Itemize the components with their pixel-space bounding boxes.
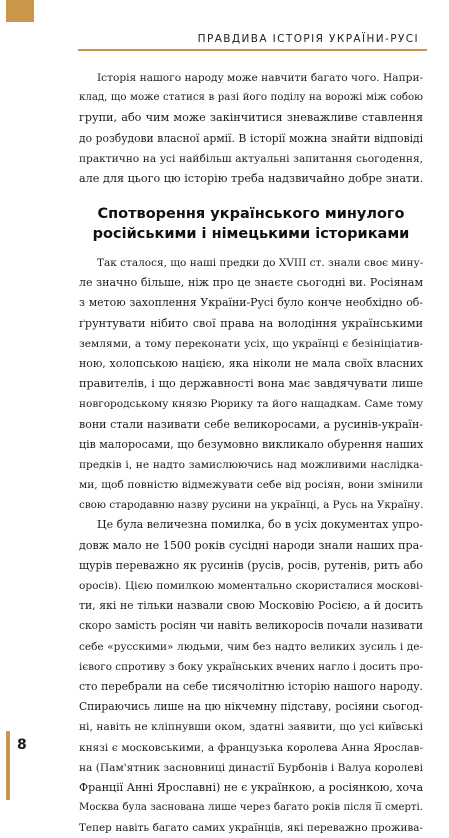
text-line: сто перебрали на себе тисячолітню історію нашого народу. [79, 679, 423, 693]
text-line: щурів переважно як русинів (русів, росів, рутенів, рить або [79, 558, 423, 572]
text-line: скоро замість росіян чи навіть великоросів почали називати [79, 619, 423, 633]
text-line: довж мало не 1500 років сусідні народи знали наших пра- [79, 538, 423, 552]
text-line: предків і, не надто замислюючись над можливими наслідка- [79, 458, 423, 471]
text-line: ми, щоб повністю відмежувати себе від росіян, вони змінили [79, 479, 423, 492]
corner-decoration [6, 0, 34, 22]
text-line: з метою захоплення України-Русі було конче необхідно об- [79, 296, 423, 310]
text-line: себе «русскими» людьми, чим без надто великих зусиль і де- [79, 640, 423, 653]
page-number-bar [6, 731, 10, 800]
text-line: на (Пам'ятник засновниці династії Бурбонів і Валуа королеві [79, 761, 423, 774]
text-line: але для цього цю історію треба надзвичайно добре знати. [79, 171, 423, 185]
text-line: правителів, і що державності вона має завдячувати лише [79, 377, 423, 391]
page-number: 8 [17, 737, 27, 753]
text-line: ти, які не тільки назвали свою Московію Росією, а й досить [79, 599, 423, 613]
text-line: землями, а тому переконати усіх, що українці є безініціатив- [79, 337, 423, 350]
text-line: вони стали називати себе великоросами, а русинів-україн- [79, 417, 423, 431]
text-line: практично на усі найбільш актуальні запитання сьогодення, [79, 152, 423, 165]
text-line: ієвого спротиву з боку українських вчених нагло і досить про- [79, 660, 423, 673]
text-line: ле значно більше, ніж про це знаєте сьогодні ви. Росіянам [79, 276, 423, 290]
text-line: свою стародавню назву русини на українці, а Русь на Україну. [79, 499, 423, 512]
text-line: Спираючись лише на цю нікчемну підставу, росіяни сьогод- [79, 700, 423, 714]
running-head: ПРАВДИВА ІСТОРІЯ УКРАЇНИ-РУСІ [197, 33, 419, 45]
heading-line: російськими і німецькими істориками [92, 226, 410, 242]
text-line: групи, або чим може закінчитися зневажливе ставлення [79, 111, 423, 125]
text-line: Це була величезна помилка, бо в усіх документах упро- [97, 518, 423, 532]
text-line: оросів). Цією помилкою моментально скористалися москові- [79, 580, 423, 592]
intro-paragraph [79, 68, 423, 189]
text-line: ні, навіть не кліпнувши оком, здатні заявити, що усі київські [79, 721, 423, 734]
text-line: ців малоросами, що безумовно викликало обурення наших [79, 437, 423, 451]
text-line: Тепер навіть багато самих українців, які переважно прожива- [79, 822, 423, 835]
section-heading [79, 204, 423, 244]
body-text [79, 253, 423, 838]
text-line: ґрунтувати нібито свої права на володіння українськими [79, 316, 423, 330]
text-line: Так сталося, що наші предки до XVIII ст. знали своє мину- [97, 257, 423, 269]
header-rule [78, 49, 427, 51]
text-line: Франції Анні Ярославні) не є українкою, а росіянкою, хоча [79, 780, 423, 794]
text-line: Москва була заснована лише через багато років після її смерті. [79, 802, 423, 814]
text-line: клад, що може статися в разі його поділу на ворожі між собою [79, 92, 423, 104]
text-line: ною, холопською нацією, яка ніколи не мала своїх власних [79, 356, 423, 370]
heading-line: Спотворення українського минулого [97, 206, 405, 222]
text-line: Історія нашого народу може навчити багато чого. Напри- [97, 72, 423, 84]
text-line: до розбудови власної армії. В історії можна знайти відповіді [79, 131, 423, 145]
text-line: князі є московськими, а французька королева Анна Ярослав- [79, 741, 423, 754]
text-line: новгородському князю Рюрику та його нащадкам. Саме тому [79, 398, 423, 411]
